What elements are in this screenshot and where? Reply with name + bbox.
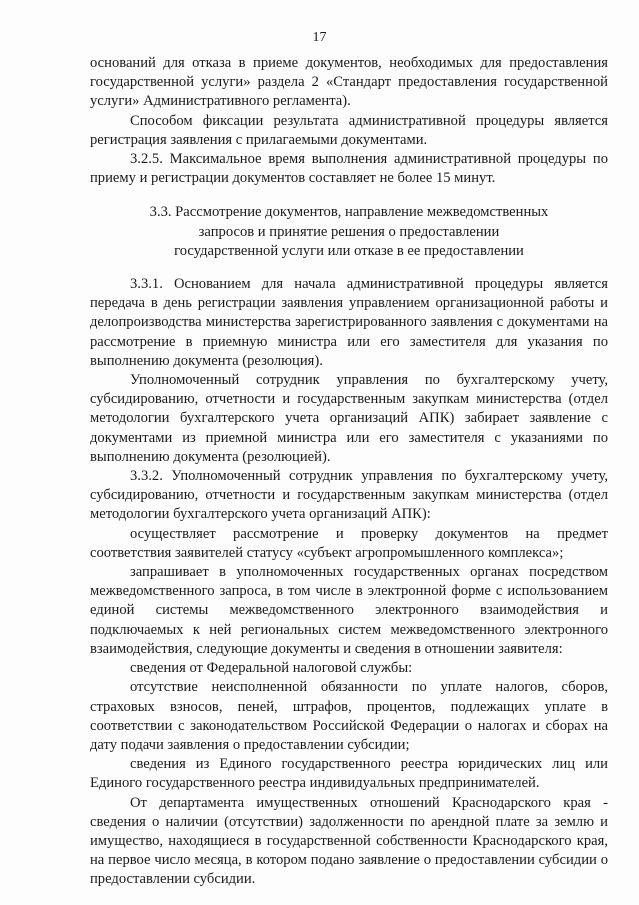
heading-line: запросов и принятие решения о предоставлении [198, 223, 500, 240]
paragraph-3-3-2: 3.3.2. Уполномоченный сотрудник управления по бухгалтерскому учету, субсидированию, отчетности и государственным закупкам министерства (отдел методологии бухгалтерского учета организаций АПК): [90, 468, 608, 523]
paragraph-authorized-employee: Уполномоченный сотрудник управления по бухгалтерскому учету, субсидированию, отчетности и государственным закупкам министерства (отдел методологии бухгалтерского учета организаций АПК) забирает заявление с документами из приемной министра или его заместителя с указаниями по выполнению документа (резолюцией). [90, 372, 608, 465]
paragraph-fixation-method: Способом фиксации результата административной процедуры является регистрация заявления с прилагаемыми документами. [90, 112, 608, 148]
document-body [90, 54, 608, 890]
page-number: 17 [312, 30, 327, 45]
section-heading-3-3 [90, 203, 608, 261]
paragraph-no-tax-debt: отсутствие неисполненной обязанности по уплате налогов, сборов, страховых взносов, пеней, штрафов, процентов, подлежащих уплате в соответствии с законодательством Российской Федерации о налогах и сборах на дату подачи заявления о предоставлении субсидии; [90, 679, 608, 753]
paragraph-tax-service: сведения от Федеральной налоговой службы: [130, 660, 413, 677]
paragraph-review-documents: осуществляет рассмотрение и проверку документов на предмет соответствия заявителей статусу «субъект агропромышленного комплекса»; [90, 525, 608, 561]
paragraph-property-department: От департамента имущественных отношений Краснодарского края - сведения о наличии (отсутствии) задолженности по арендной плате за землю и имущество, находящиеся в государственной собственности Краснодарского края, на первое число месяца, в котором подано заявление о предоставлении субсидии о предоставлении субсидии. [90, 794, 608, 888]
paragraph-continuation: оснований для отказа в приеме документов, необходимых для предоставления государственной услуги» раздела 2 «Стандарт предоставления государственной услуги» Административного регламента). [90, 55, 608, 110]
heading-line: государственной услуги или отказе в ее предоставлении [174, 242, 524, 259]
paragraph-3-3-1: 3.3.1. Основанием для начала административной процедуры является передача в день регистрации заявления управлением организационной работы и делопроизводства министерства зарегистрированного заявления с документами на рассмотрение в приемную министра или его заместителя для указания по выполнению документа (резолюция). [90, 276, 608, 369]
heading-line: 3.3. Рассмотрение документов, направление межведомственных [149, 204, 549, 221]
paragraph-interagency-request: запрашивает в уполномоченных государственных органах посредством межведомственного запроса, в том числе в электронной форме с использованием единой системы межведомственного электронного взаимодействия и подключаемых к ней региональных систем межведомственного электронного взаимодействия, следующие документы и сведения в отношении заявителя: [90, 564, 608, 657]
paragraph-state-registry: сведения из Единого государственного реестра юридических лиц или Единого государственного реестра индивидуальных предпринимателей. [90, 756, 608, 792]
paragraph-3-2-5: 3.2.5. Максимальное время выполнения административной процедуры по приему и регистрации документов составляет не более 15 минут. [90, 151, 608, 187]
